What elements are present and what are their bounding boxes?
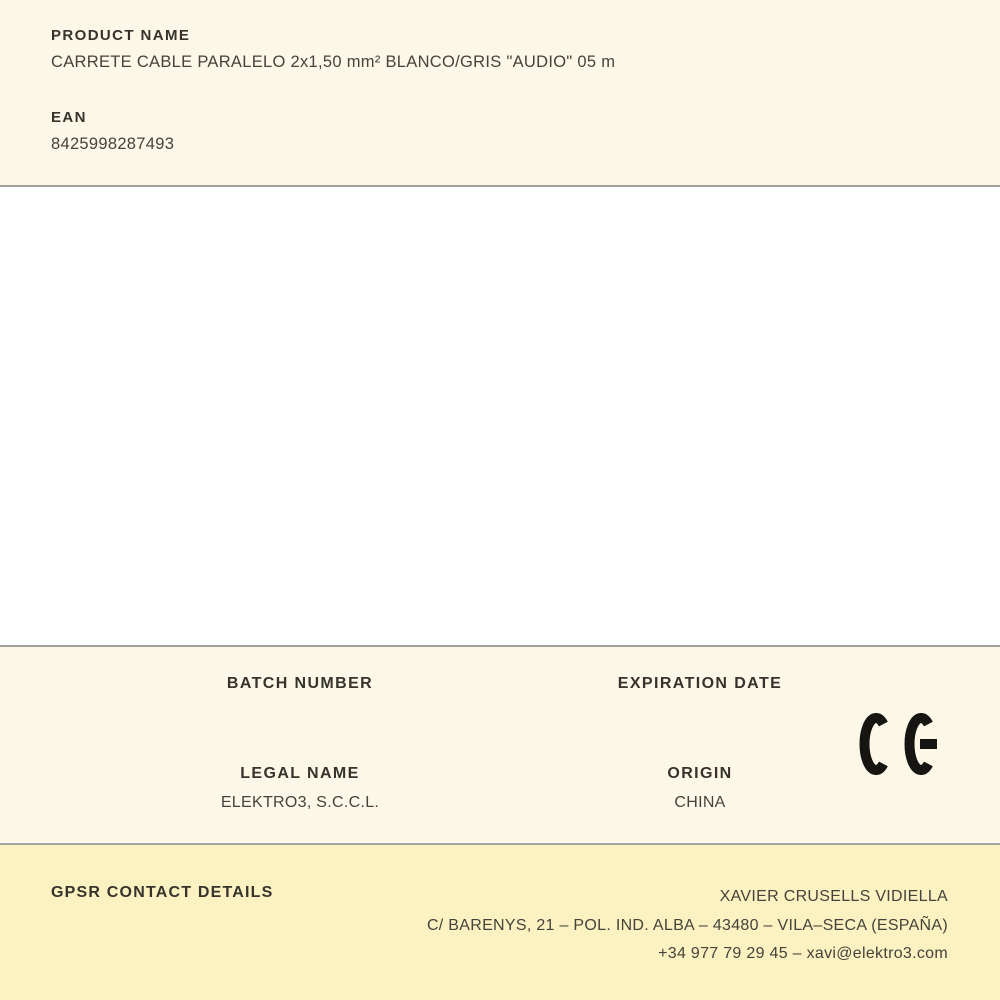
gpsr-contact-block [427, 883, 948, 969]
origin-value: CHINA [674, 794, 726, 811]
blank-image-area [0, 187, 1000, 644]
legal-name-value: ELEKTRO3, S.C.C.L. [220, 794, 380, 811]
legal-name-label: LEGAL NAME [240, 765, 360, 782]
batch-number-label: BATCH NUMBER [226, 675, 374, 692]
ean-field [51, 109, 949, 154]
gpsr-contact-label: GPSR CONTACT DETAILS [51, 884, 274, 901]
ce-mark-icon [858, 713, 940, 775]
ean-value: 8425998287493 [51, 135, 175, 153]
ean-label: EAN [51, 109, 87, 126]
contact-phone-email: +34 977 79 29 45 – xavi@elektro3.com [658, 945, 948, 962]
origin-label: ORIGIN [667, 765, 733, 782]
product-name-label: PRODUCT NAME [51, 27, 191, 44]
product-name-value: CARRETE CABLE PARALELO 2x1,50 mm² BLANCO/GRIS "AUDIO" 05 m [51, 53, 616, 71]
contact-name: XAVIER CRUSELLS VIDIELLA [719, 888, 948, 905]
product-name-field [51, 27, 949, 72]
product-info-section [0, 0, 1000, 185]
contact-address: C/ BARENYS, 21 – POL. IND. ALBA – 43480 – VILA–SECA (ESPAÑA) [426, 916, 948, 934]
details-section [0, 647, 1000, 842]
gpsr-section [0, 845, 1000, 1000]
expiration-date-label: EXPIRATION DATE [617, 675, 783, 692]
